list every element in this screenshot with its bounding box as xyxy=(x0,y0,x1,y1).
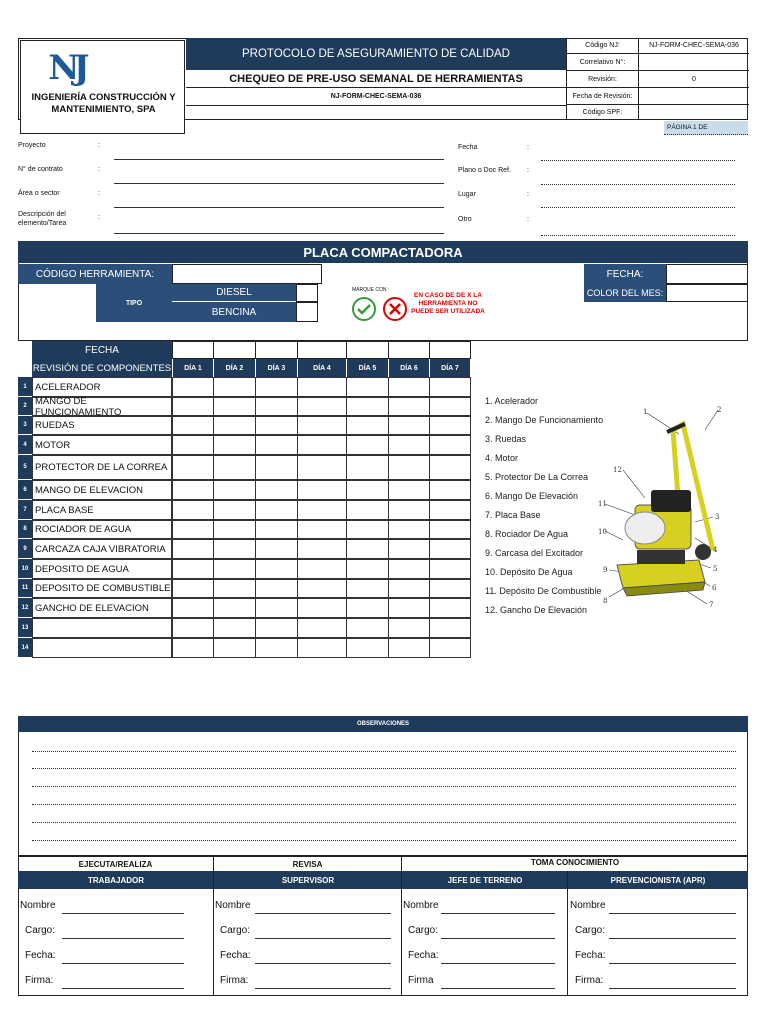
diagram-label-8: 8 xyxy=(603,597,608,605)
field-area-label: Área o sector xyxy=(18,190,60,197)
check-cell[interactable] xyxy=(429,598,471,618)
observations-line-6[interactable] xyxy=(32,840,736,841)
check-cell[interactable] xyxy=(346,377,389,397)
check-cell[interactable] xyxy=(213,416,256,435)
check-cell[interactable] xyxy=(346,480,389,500)
diagram-label-1: 1 xyxy=(643,408,648,416)
tipo-bencina-checkbox[interactable] xyxy=(296,302,318,322)
field-fecha-input[interactable] xyxy=(541,160,735,161)
legend-item: 8. Rociador De Agua xyxy=(485,529,569,539)
tool-title: PLACA COMPACTADORA xyxy=(18,241,748,263)
check-cell[interactable] xyxy=(297,559,347,579)
check-cell[interactable] xyxy=(213,377,256,397)
observations-line-4[interactable] xyxy=(32,804,736,805)
day-header: DÍA 4 xyxy=(297,359,346,377)
meta-label-3: Fecha de Revisión: xyxy=(567,88,639,105)
company-name-line2: MANTENIMIENTO, SPA xyxy=(51,104,156,115)
check-cell[interactable] xyxy=(255,618,298,638)
meta-value-0: NJ-FORM-CHEC-SEMA-036 xyxy=(639,38,749,54)
component-label: ROCIADOR DE AGUA xyxy=(32,520,172,539)
signature-field-input[interactable] xyxy=(255,913,391,914)
check-cell[interactable] xyxy=(213,618,256,638)
fecha-day-cell[interactable] xyxy=(388,341,430,359)
check-cell[interactable] xyxy=(388,638,430,658)
meta-label-1: Correlativo N°: xyxy=(567,54,639,71)
check-cell[interactable] xyxy=(213,480,256,500)
signature-divider-2 xyxy=(401,857,402,996)
meta-value-4 xyxy=(639,105,749,120)
day-header: DÍA 7 xyxy=(429,359,470,377)
signature-field-input[interactable] xyxy=(255,988,391,989)
check-fail-icon xyxy=(382,296,408,322)
check-cell[interactable] xyxy=(213,520,256,539)
diagram-label-5: 5 xyxy=(713,565,718,573)
diagram-label-9: 9 xyxy=(603,566,608,574)
check-cell[interactable] xyxy=(213,638,256,658)
row-number: 11 xyxy=(18,579,32,598)
page-number: PÁGINA 1 DE xyxy=(664,121,748,135)
signature-field-label: Firma: xyxy=(575,975,604,986)
legend-item: 10. Depósito De Agua xyxy=(485,567,573,577)
tool-code-label: CÓDIGO HERRAMIENTA: xyxy=(18,264,172,284)
check-cell[interactable] xyxy=(346,416,389,435)
field-otro-label: Otro xyxy=(458,216,472,223)
nj-logo: NJ xyxy=(48,48,84,88)
check-cell[interactable] xyxy=(297,397,347,416)
header-form-code: NJ-FORM-CHEC-SEMA-036 xyxy=(186,88,566,106)
check-cell[interactable] xyxy=(388,397,430,416)
check-cell[interactable] xyxy=(346,539,389,559)
component-label: GANCHO DE ELEVACION xyxy=(32,598,172,618)
check-cell[interactable] xyxy=(255,435,298,455)
check-cell[interactable] xyxy=(213,539,256,559)
legend-item: 7. Placa Base xyxy=(485,510,541,520)
check-cell[interactable] xyxy=(255,377,298,397)
signature-field-input[interactable] xyxy=(62,988,184,989)
check-cell[interactable] xyxy=(429,377,471,397)
check-cell[interactable] xyxy=(255,579,298,598)
meta-value-1 xyxy=(639,54,749,71)
component-label: CARCAZA CAJA VIBRATORIA xyxy=(32,539,172,559)
diagram-label-11: 11 xyxy=(598,500,607,508)
signature-field-label: Fecha: xyxy=(575,950,606,961)
signature-field-label: Cargo: xyxy=(408,925,439,936)
plate-compactor-illustration xyxy=(595,400,755,620)
field-plano-input[interactable] xyxy=(541,184,735,185)
field-plano-label: Plano o Doc Ref. xyxy=(458,167,511,174)
day-header: DÍA 2 xyxy=(213,359,255,377)
signature-field-input[interactable] xyxy=(441,913,555,914)
check-cell[interactable] xyxy=(346,435,389,455)
meta-value-3 xyxy=(639,88,749,105)
signature-field-label: Cargo: xyxy=(25,925,56,936)
row-number: 9 xyxy=(18,539,32,559)
check-cell[interactable] xyxy=(297,377,347,397)
signature-field-label: Nombre xyxy=(215,900,251,911)
legend-item: 4. Motor xyxy=(485,453,519,463)
component-label: RUEDAS xyxy=(32,416,172,435)
field-fecha-label: Fecha xyxy=(458,144,478,151)
check-cell[interactable] xyxy=(346,397,389,416)
check-cell[interactable] xyxy=(388,377,430,397)
check-cell[interactable] xyxy=(255,559,298,579)
check-cell[interactable] xyxy=(346,579,389,598)
field-area-input[interactable] xyxy=(114,207,444,208)
check-cell[interactable] xyxy=(213,598,256,618)
signature-field-input[interactable] xyxy=(441,938,555,939)
check-cell[interactable] xyxy=(297,435,347,455)
field-contrato-input[interactable] xyxy=(114,183,444,184)
day-header: DÍA 1 xyxy=(172,359,213,377)
signature-field-input[interactable] xyxy=(62,913,184,914)
header-title: PROTOCOLO DE ASEGURAMIENTO DE CALIDAD xyxy=(186,38,566,70)
meta-label-2: Revisión: xyxy=(567,71,639,88)
observations-line-3[interactable] xyxy=(32,786,736,787)
check-cell[interactable] xyxy=(388,520,430,539)
signature-field-label: Cargo: xyxy=(220,925,251,936)
diagram-label-4: 4 xyxy=(713,546,718,554)
check-cell[interactable] xyxy=(346,638,389,658)
check-cell[interactable] xyxy=(388,500,430,520)
day-header: DÍA 6 xyxy=(388,359,429,377)
meta-table xyxy=(566,38,748,120)
field-plano-sep: : xyxy=(527,167,529,174)
row-number: 3 xyxy=(18,416,32,435)
check-cell[interactable] xyxy=(297,520,347,539)
check-cell[interactable] xyxy=(172,397,214,416)
tipo-option-diesel: DIESEL xyxy=(172,284,296,302)
fecha-day-cell[interactable] xyxy=(255,341,298,359)
check-cell[interactable] xyxy=(429,480,471,500)
meta-value-2: 0 xyxy=(639,71,749,88)
tipo-option-bencina: BENCINA xyxy=(172,302,296,322)
signature-group-revisa: REVISA xyxy=(214,857,402,871)
check-cell[interactable] xyxy=(172,598,214,618)
check-cell[interactable] xyxy=(255,638,298,658)
check-cell[interactable] xyxy=(172,579,214,598)
fecha-day-cell[interactable] xyxy=(297,341,347,359)
check-cell[interactable] xyxy=(429,416,471,435)
signature-group-ejecuta: EJECUTA/REALIZA xyxy=(18,857,214,871)
legend-item: 5. Protector De La Correa xyxy=(485,472,589,482)
diagram-label-2: 2 xyxy=(717,406,722,414)
role-jefe-terreno: JEFE DE TERRENO xyxy=(447,875,523,885)
field-contrato-label: N° de contrato xyxy=(18,166,63,173)
field-contrato-sep: : xyxy=(98,166,100,173)
component-label: PLACA BASE xyxy=(32,500,172,520)
fecha-day-cell[interactable] xyxy=(213,341,256,359)
legend-item: 2. Mango De Funcionamiento xyxy=(485,415,604,425)
row-number: 8 xyxy=(18,520,32,539)
component-label: DEPOSITO DE COMBUSTIBLE xyxy=(32,579,172,598)
check-ok-icon xyxy=(351,296,377,322)
signature-field-label: Cargo: xyxy=(575,925,606,936)
signature-field-input[interactable] xyxy=(255,963,391,964)
diagram-label-10: 10 xyxy=(598,528,607,536)
signature-field-input[interactable] xyxy=(441,963,555,964)
check-cell[interactable] xyxy=(172,416,214,435)
check-cell[interactable] xyxy=(429,397,471,416)
field-lugar-input[interactable] xyxy=(541,207,735,208)
signature-field-label: Firma xyxy=(408,975,434,986)
check-cell[interactable] xyxy=(297,579,347,598)
company-name-line1: INGENIERÍA CONSTRUCCIÓN Y xyxy=(31,92,176,103)
signature-field-input[interactable] xyxy=(609,988,736,989)
check-cell[interactable] xyxy=(388,435,430,455)
check-cell[interactable] xyxy=(172,480,214,500)
check-cell[interactable] xyxy=(213,500,256,520)
role-prevencionista: PREVENCIONISTA (APR) xyxy=(610,875,706,885)
row-number: 10 xyxy=(18,559,32,579)
signature-field-label: Nombre xyxy=(403,900,439,911)
check-cell[interactable] xyxy=(297,638,347,658)
component-label: MOTOR xyxy=(32,435,172,455)
component-label: MANGO DE ELEVACION xyxy=(32,480,172,500)
check-cell[interactable] xyxy=(297,416,347,435)
field-otro-input[interactable] xyxy=(541,235,735,236)
fecha-header: FECHA xyxy=(32,341,172,359)
component-label xyxy=(32,618,172,638)
diagram-label-12: 12 xyxy=(613,466,622,474)
check-cell[interactable] xyxy=(297,618,347,638)
color-mes-label: COLOR DEL MES: xyxy=(584,284,666,302)
check-cell[interactable] xyxy=(213,435,256,455)
fecha-day-cell[interactable] xyxy=(346,341,389,359)
check-cell[interactable] xyxy=(429,579,471,598)
observations-line-1[interactable] xyxy=(32,751,736,752)
signature-field-input[interactable] xyxy=(62,938,184,939)
field-proyecto-label: Proyecto xyxy=(18,142,46,149)
check-cell[interactable] xyxy=(346,559,389,579)
row-number: 4 xyxy=(18,435,32,455)
check-cell[interactable] xyxy=(429,539,471,559)
check-cell[interactable] xyxy=(172,539,214,559)
check-cell[interactable] xyxy=(346,500,389,520)
check-cell[interactable] xyxy=(297,500,347,520)
row-number: 13 xyxy=(18,618,32,638)
check-cell[interactable] xyxy=(297,480,347,500)
fecha-tool-label: FECHA: xyxy=(584,264,666,284)
check-cell[interactable] xyxy=(297,598,347,618)
field-area-sep: : xyxy=(98,190,100,197)
check-cell[interactable] xyxy=(388,579,430,598)
tipo-diesel-checkbox[interactable] xyxy=(296,284,318,302)
check-cell[interactable] xyxy=(388,559,430,579)
signature-field-label: Firma: xyxy=(25,975,54,986)
diagram-label-6: 6 xyxy=(712,584,717,592)
observations-line-2[interactable] xyxy=(32,768,736,769)
check-cell[interactable] xyxy=(297,539,347,559)
legend-item: 11. Depósito De Combustible xyxy=(485,586,602,596)
check-cell[interactable] xyxy=(429,455,471,480)
component-label xyxy=(32,638,172,658)
check-cell[interactable] xyxy=(255,397,298,416)
legend-item: 6. Mango De Elevación xyxy=(485,491,579,501)
component-label: ACELERADOR xyxy=(32,377,172,397)
check-cell[interactable] xyxy=(213,579,256,598)
field-proyecto-input[interactable] xyxy=(114,159,444,160)
check-cell[interactable] xyxy=(255,480,298,500)
signature-group-toma: TOMA CONOCIMIENTO xyxy=(530,857,620,867)
field-descripcion-label: Descripción del elemento/Tarea xyxy=(18,211,67,227)
row-number: 14 xyxy=(18,638,32,658)
check-cell[interactable] xyxy=(297,455,347,480)
row-number: 2 xyxy=(18,397,32,416)
component-label: MANGO DE FUNCIONAMIENTO xyxy=(32,397,172,416)
warning-text: EN CASO DE DE X LA HERRAMIENTA NO PUEDE SER UTILIZADA xyxy=(411,292,485,315)
check-cell[interactable] xyxy=(346,455,389,480)
diagram-label-7: 7 xyxy=(709,601,714,609)
signature-field-input[interactable] xyxy=(609,963,736,964)
check-cell[interactable] xyxy=(388,598,430,618)
observations-header: OBSERVACIONES xyxy=(18,716,748,732)
legend-item: 9. Carcasa del Excitador xyxy=(485,548,584,558)
field-lugar-sep: : xyxy=(527,191,529,198)
check-cell[interactable] xyxy=(213,559,256,579)
check-cell[interactable] xyxy=(346,598,389,618)
signature-field-input[interactable] xyxy=(609,913,736,914)
tool-code-input[interactable] xyxy=(172,264,322,284)
row-number: 5 xyxy=(18,455,32,480)
fecha-day-cell[interactable] xyxy=(172,341,214,359)
check-cell[interactable] xyxy=(255,416,298,435)
signature-divider-3 xyxy=(567,871,568,996)
check-cell[interactable] xyxy=(255,455,298,480)
signature-field-label: Nombre xyxy=(20,900,56,911)
check-cell[interactable] xyxy=(429,559,471,579)
signature-field-input[interactable] xyxy=(255,938,391,939)
check-cell[interactable] xyxy=(172,455,214,480)
check-cell[interactable] xyxy=(346,520,389,539)
signature-field-label: Fecha: xyxy=(25,950,56,961)
component-label: PROTECTOR DE LA CORREA xyxy=(32,455,172,480)
check-cell[interactable] xyxy=(388,539,430,559)
signature-field-label: Firma: xyxy=(220,975,249,986)
field-lugar-label: Lugar xyxy=(458,191,476,198)
role-supervisor: SUPERVISOR xyxy=(281,875,335,885)
check-cell[interactable] xyxy=(255,598,298,618)
day-header: DÍA 5 xyxy=(346,359,388,377)
role-trabajador: TRABAJADOR xyxy=(88,875,144,885)
check-cell[interactable] xyxy=(429,520,471,539)
check-cell[interactable] xyxy=(172,377,214,397)
marque-label: MARQUE CON : xyxy=(352,287,390,293)
component-label: DEPOSITO DE AGUA xyxy=(32,559,172,579)
row-number: 1 xyxy=(18,377,32,397)
check-cell[interactable] xyxy=(388,618,430,638)
check-cell[interactable] xyxy=(255,539,298,559)
field-descripcion-input[interactable] xyxy=(114,233,444,234)
row-number: 12 xyxy=(18,598,32,618)
check-cell[interactable] xyxy=(346,618,389,638)
row-number: 7 xyxy=(18,500,32,520)
field-otro-sep: : xyxy=(527,216,529,223)
tipo-label: TIPO xyxy=(96,284,172,322)
header-subtitle: CHEQUEO DE PRE-USO SEMANAL DE HERRAMIENTAS xyxy=(186,70,566,88)
check-cell[interactable] xyxy=(255,500,298,520)
check-cell[interactable] xyxy=(172,559,214,579)
components-header: REVISIÓN DE COMPONENTES xyxy=(32,359,172,377)
check-cell[interactable] xyxy=(429,500,471,520)
legend-item: 3. Ruedas xyxy=(485,434,527,444)
check-cell[interactable] xyxy=(255,520,298,539)
check-cell[interactable] xyxy=(388,416,430,435)
check-cell[interactable] xyxy=(172,638,214,658)
field-fecha-sep: : xyxy=(527,144,529,151)
fecha-day-cell[interactable] xyxy=(429,341,471,359)
meta-label-0: Código NJ: xyxy=(567,38,639,54)
observations-line-5[interactable] xyxy=(32,822,736,823)
check-cell[interactable] xyxy=(172,435,214,455)
check-cell[interactable] xyxy=(213,455,256,480)
signature-field-input[interactable] xyxy=(441,988,555,989)
signature-field-label: Fecha: xyxy=(408,950,439,961)
check-cell[interactable] xyxy=(429,435,471,455)
check-cell[interactable] xyxy=(429,638,471,658)
legend-item: 12. Gancho De Elevación xyxy=(485,605,588,615)
meta-label-4: Código SPF: xyxy=(567,105,639,120)
check-cell[interactable] xyxy=(172,618,214,638)
signature-field-input[interactable] xyxy=(62,963,184,964)
logo-box xyxy=(20,40,185,134)
diagram-label-3: 3 xyxy=(715,513,720,521)
check-cell[interactable] xyxy=(213,397,256,416)
signature-field-label: Nombre xyxy=(570,900,606,911)
row-number: 6 xyxy=(18,480,32,500)
legend-item: 1. Acelerador xyxy=(485,396,539,406)
field-descripcion-sep: : xyxy=(98,214,100,221)
signature-field-input[interactable] xyxy=(609,938,736,939)
check-cell[interactable] xyxy=(388,455,430,480)
check-cell[interactable] xyxy=(172,520,214,539)
signature-divider-1 xyxy=(213,871,214,996)
signature-field-label: Fecha: xyxy=(220,950,251,961)
day-header: DÍA 3 xyxy=(255,359,297,377)
color-mes-input[interactable] xyxy=(666,284,748,302)
fecha-tool-input[interactable] xyxy=(666,264,748,284)
check-cell[interactable] xyxy=(429,618,471,638)
check-cell[interactable] xyxy=(388,480,430,500)
check-cell[interactable] xyxy=(172,500,214,520)
field-proyecto-sep: : xyxy=(98,142,100,149)
